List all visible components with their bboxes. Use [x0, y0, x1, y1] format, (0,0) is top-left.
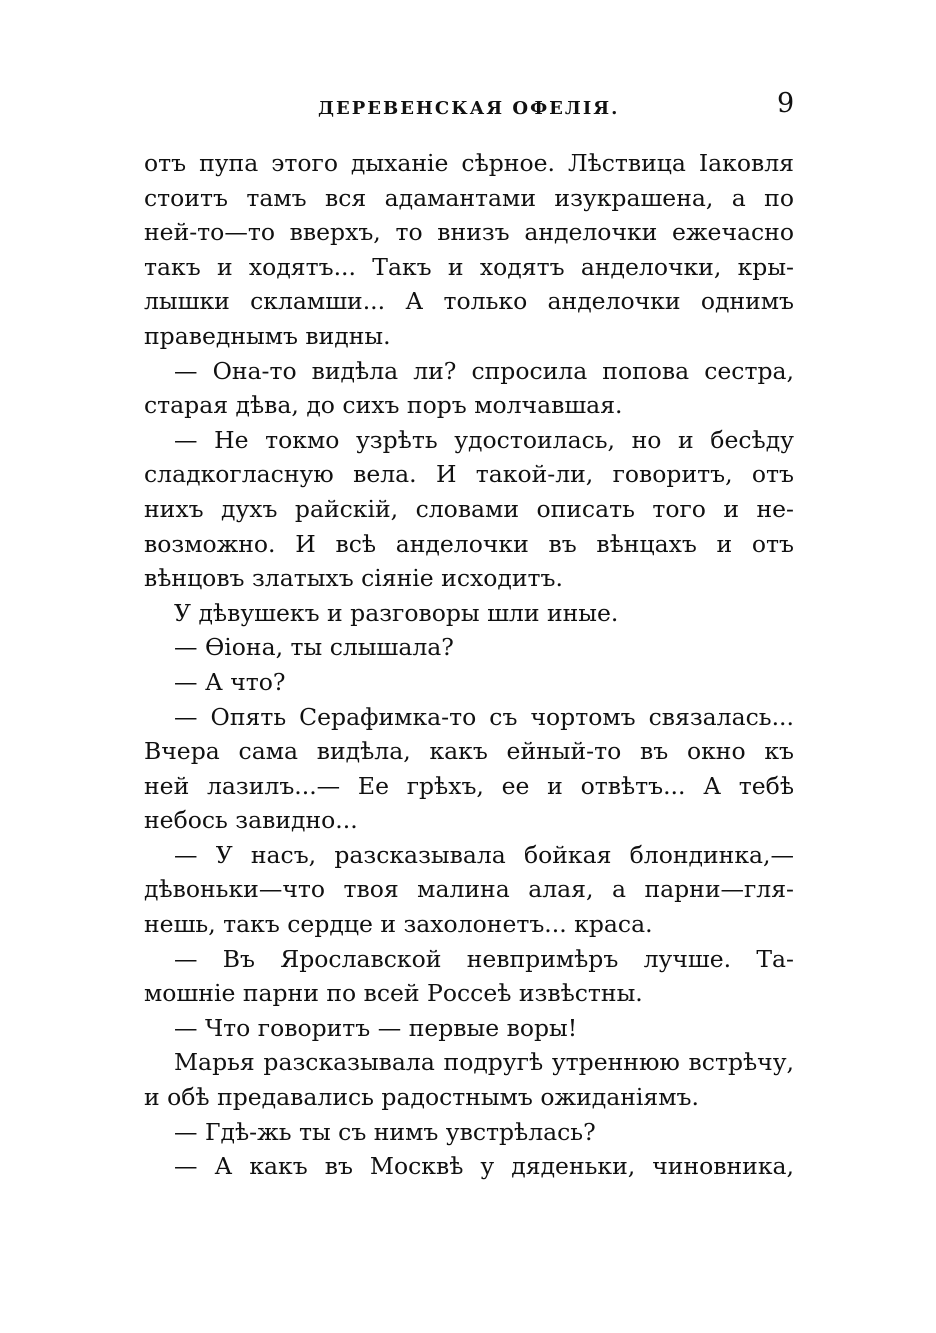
text-line: У дѣвушекъ и разговоры шли иные. [174, 598, 619, 627]
text-line: — Опять Серафимка-то съ чортомъ связалась... [174, 702, 794, 731]
running-head [0, 0, 936, 140]
text-line: — А что? [174, 667, 286, 696]
text-line: сладкогласную вела. И такой-ли, говоритъ, отъ [144, 460, 794, 489]
running-title: ДЕРЕВЕНСКАЯ ОФЕЛІЯ. [318, 98, 620, 119]
text-line: — Она-то видѣла ли? спросила попова сестра, [174, 356, 794, 385]
text-line: нешь, такъ сердце и захолонетъ... краса. [144, 910, 653, 939]
text-line: такъ и ходятъ... Такъ и ходятъ анделочки, кры- [144, 252, 794, 281]
text-line: мошніе парни по всей Россеѣ извѣстны. [144, 979, 643, 1008]
text-line: — Гдѣ-жь ты съ нимъ увстрѣлась? [174, 1117, 596, 1146]
text-line: Марья разсказывала подругѣ утреннюю встрѣчу, [174, 1048, 794, 1077]
text-line: небось завидно... [144, 806, 358, 835]
text-line: — Ѳіона, ты слышала? [174, 633, 454, 662]
text-line: дѣвоньки—что твоя малина алая, а парни—гля- [144, 875, 794, 904]
text-line: Вчера сама видѣла, какъ ейный-то въ окно къ [144, 737, 794, 766]
text-line: нихъ духъ райскій, словами описать того и не- [144, 494, 794, 523]
text-line: — Что говоритъ — первые воры! [174, 1013, 578, 1042]
text-line: и обѣ предавались радостнымъ ожиданіямъ. [144, 1083, 699, 1112]
text-line: — Въ Ярославской невпримѣръ лучше. Та- [174, 944, 794, 973]
text-line: ней-то—то вверхъ, то внизъ анделочки ежечасно [144, 218, 794, 247]
text-line: старая дѣва, до сихъ поръ молчавшая. [144, 391, 623, 420]
body-text [144, 146, 794, 1184]
text-line: праведнымъ видны. [144, 321, 391, 350]
page-number: 9 [777, 88, 795, 119]
text-line: — Не токмо узрѣть удостоилась, но и бесѣду [174, 425, 794, 454]
text-line: вѣнцовъ златыхъ сіяніе исходитъ. [144, 564, 563, 593]
text-line: — А какъ въ Москвѣ у дяденьки, чиновника, [174, 1152, 794, 1181]
text-line: стоитъ тамъ вся адамантами изукрашена, а по [144, 183, 794, 212]
text-line: возможно. И всѣ анделочки въ вѣнцахъ и отъ [144, 529, 794, 558]
text-line: лышки скламши... А только анделочки однимъ [144, 287, 794, 316]
text-line: отъ пупа этого дыханіе сѣрное. Лѣствица Іаковля [144, 149, 794, 177]
text-line: — У насъ, разсказывала бойкая блондинка,— [174, 840, 794, 869]
text-line: ней лазилъ...— Ее грѣхъ, ее и отвѣтъ... А тебѣ [144, 771, 794, 800]
